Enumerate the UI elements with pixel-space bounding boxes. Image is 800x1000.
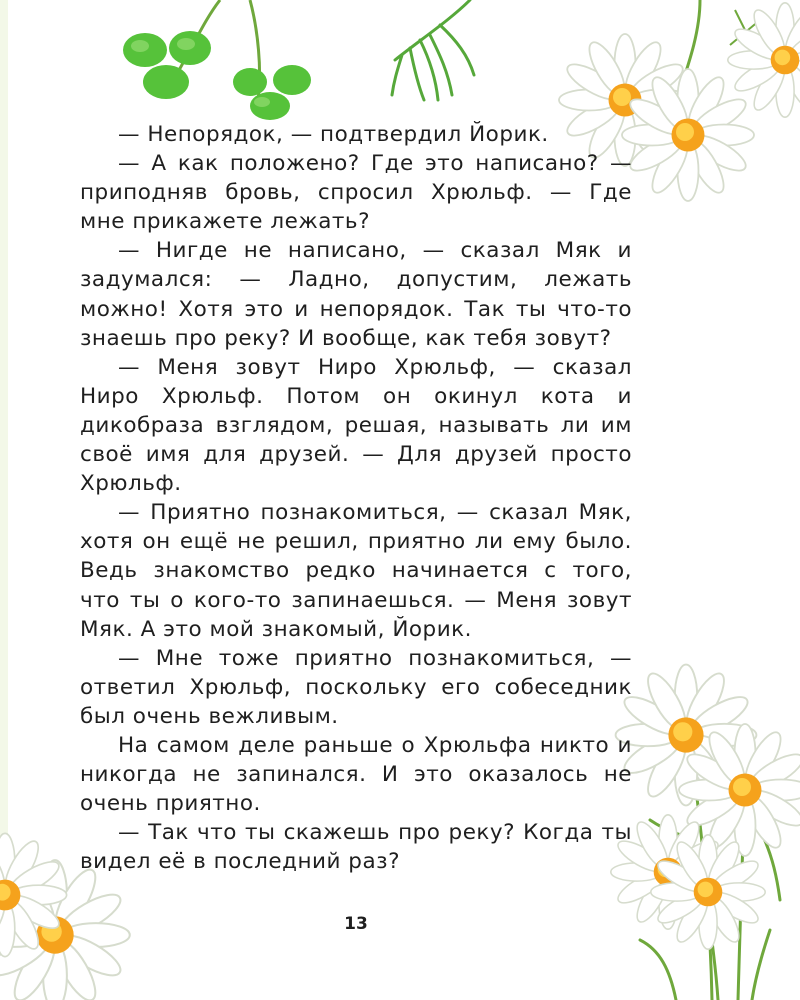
story-text	[80, 120, 632, 876]
grass-icon	[392, 0, 474, 100]
chamomile-flower-icon	[611, 665, 800, 950]
paragraph: — А как положено? Где это написано? — приподняв бровь, спросил Хрюльф. — Где мне прикажете лежать?	[80, 151, 632, 235]
clover-icon	[123, 0, 311, 120]
paragraph: — Меня зовут Ниро Хрюльф, — сказал Ниро Хрюльф. Потом он окинул кота и дикобраза взглядом, решая, называть ли им своё имя для друзей. — Для друзей просто Хрюльф.	[80, 354, 632, 497]
paragraph: — Непорядок, — подтвердил Йорик.	[118, 122, 549, 147]
margin-wash	[0, 0, 8, 900]
paragraph: — Так что ты скажешь про реку? Когда ты видел её в последний раз?	[80, 820, 632, 875]
paragraph: — Приятно познакомиться, — сказал Мяк, хотя он ещё не решил, приятно ли ему было. Ведь знакомство редко начинается с того, что ты о кого-то запинаешься. — Меня зовут Мяк. А это мой знакомый, Йорик.	[80, 500, 632, 642]
paragraph: — Мне тоже приятно познакомиться, — ответил Хрюльф, поскольку его собеседник был очень вежливым.	[80, 645, 632, 729]
page-number: 13	[344, 914, 368, 934]
paragraph: — Нигде не написано, — сказал Мяк и задумался: — Ладно, допустим, лежать можно! Хотя это и непорядок. Так ты что-то знаешь про реку? И вообще, как тебя зовут?	[80, 238, 632, 351]
paragraph: На самом деле раньше о Хрюльфа никто и никогда не запинался. И это оказалось не очень приятно.	[80, 732, 632, 817]
